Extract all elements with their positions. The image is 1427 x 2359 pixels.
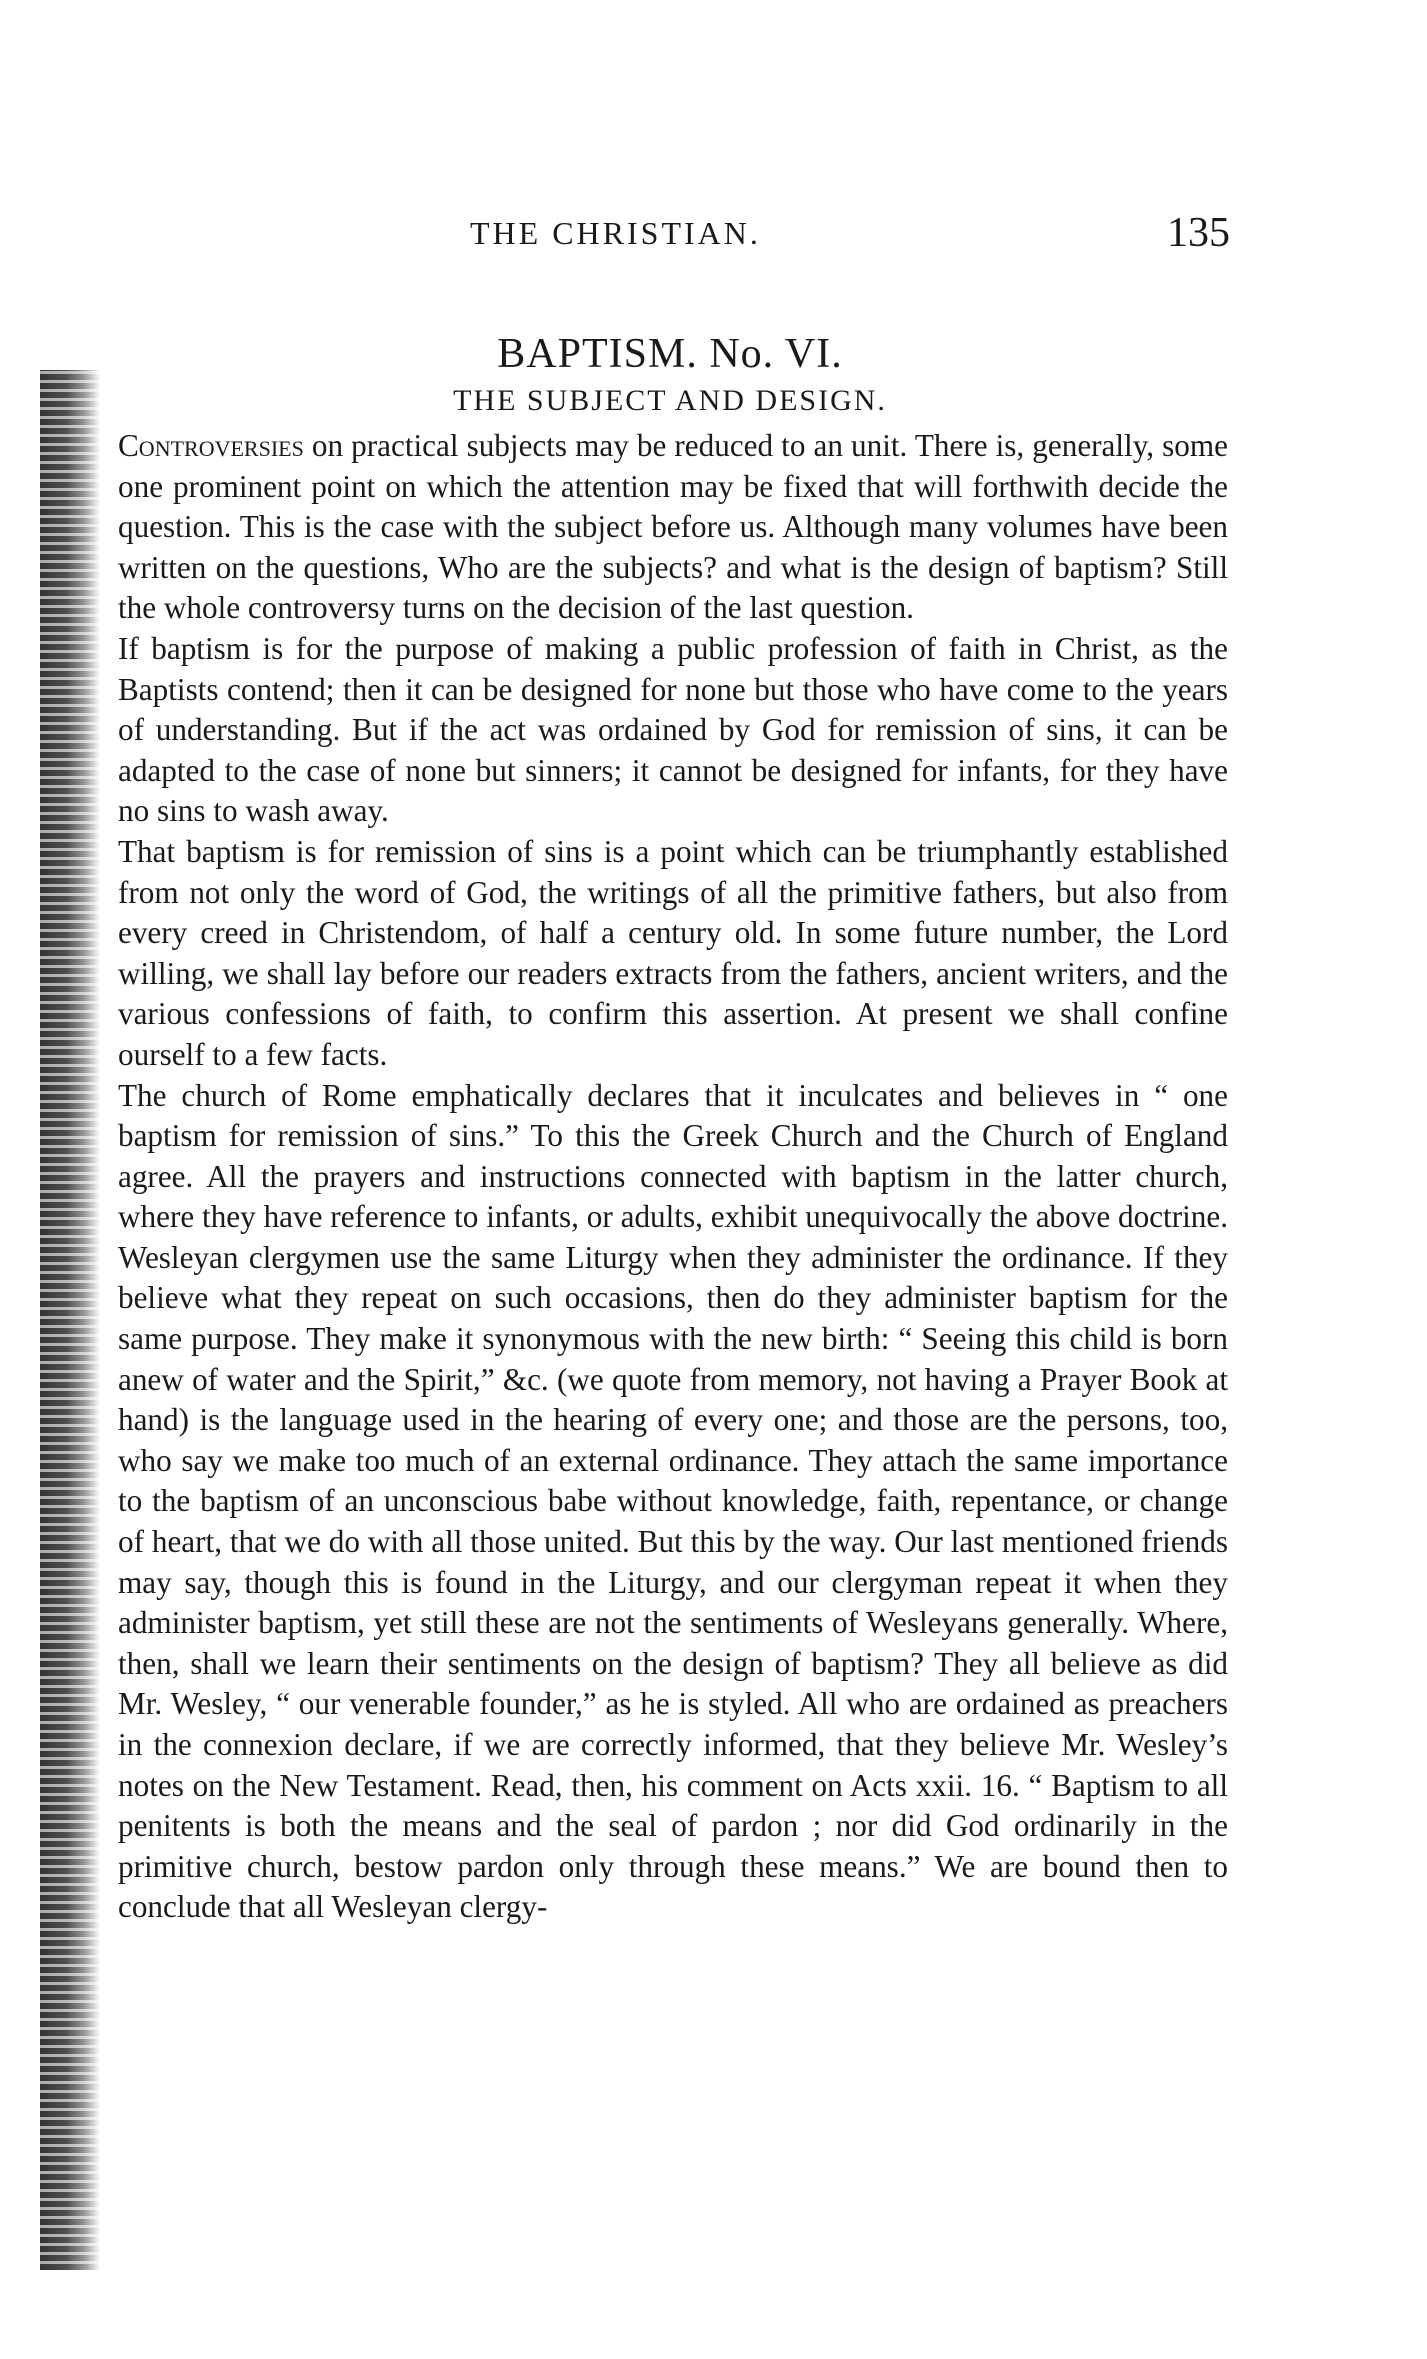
paragraph-text: The church of Rome emphatically declares that it inculcates and believes in “ one baptism for remission of sins.” To this the Greek Church and the Church of England agree. All the prayers and instructions connected with baptism in the latter church, where they have reference to infants, or adults, exhibit unequivocally the above doctrine. Wesleyan clergymen use the same Liturgy when they administer the ordinance. If they believe what they repeat on such occasions, then do they administer baptism for the same purpose. They make it synonymous with the new birth: “ Seeing this child is born anew of water and the Spirit,” &c. (we quote from memory, not having a Prayer Book at hand) is the language used in the hearing of every one; and those are the persons, too, who say we make too much of an external ordinance. They attach the same importance to the baptism of an unconscious babe without knowledge, faith, repentance, or change of heart, that we do with all those united. But this by the way. Our last mentioned friends may say, though this is found in the Liturgy, and our clergyman repeat it when they administer baptism, yet still these are not the sentiments of Wesleyans generally. Where, then, shall we learn their sentiments on the design of baptism? They all believe as did Mr. Wesley, “ our venerable founder,” as he is styled. All who are ordained as preachers in the connexion declare, if we are correctly informed, that they believe Mr. Wesley’s notes on the New Testament. Read, then, his comment on Acts xxii. 16. “ Baptism to all penitents is both the means and the seal of pardon ; nor did God ordinarily in the primitive church, bestow pardon only through these means.” We are bound then to conclude that all Wesleyan clergy- bbox=[118, 1077, 1228, 1925]
paragraph-text: If baptism is for the purpose of making a public profession of faith in Christ, as the Baptists contend; then it can be designed for none but those who have come to the years of understanding. But if the act was ordained by God for remission of sins, it can be adapted to the case of none but sinners; it cannot be designed for infants, for they have no sins to wash away. bbox=[118, 630, 1228, 829]
paragraph-2 bbox=[118, 629, 1228, 832]
paragraph-text: That baptism is for remission of sins is a point which can be triumphantly established from not only the word of God, the writings of all the primitive fathers, but also from every creed in Christendom, of half a century old. In some future number, the Lord willing, we shall lay before our readers extracts from the fathers, ancient writers, and the various confessions of faith, to confirm this assertion. At present we shall confine ourself to a few facts. bbox=[118, 833, 1228, 1072]
paragraph-4 bbox=[118, 1076, 1228, 1928]
paragraph-lead: Controversies bbox=[118, 428, 304, 463]
article-body bbox=[118, 426, 1228, 1928]
running-head bbox=[150, 210, 1230, 265]
article-subtitle: THE SUBJECT AND DESIGN. bbox=[453, 384, 887, 417]
paragraph-3 bbox=[118, 832, 1228, 1076]
paragraph-1 bbox=[118, 426, 1228, 629]
paragraph-text: on practical subjects may be reduced to an unit. There is, generally, some one prominent point on which the attention may be fixed that will forthwith decide the question. This is the case with the subject before us. Although many volumes have been written on the questions, Who are the subjects? and what is the design of baptism? Still the whole controversy turns on the decision of the last question. bbox=[118, 428, 1228, 626]
page-number: 135 bbox=[1167, 210, 1230, 256]
running-title: THE CHRISTIAN. bbox=[470, 215, 761, 251]
binding-shadow bbox=[40, 370, 100, 2270]
article-title: BAPTISM. No. VI. bbox=[497, 331, 843, 377]
